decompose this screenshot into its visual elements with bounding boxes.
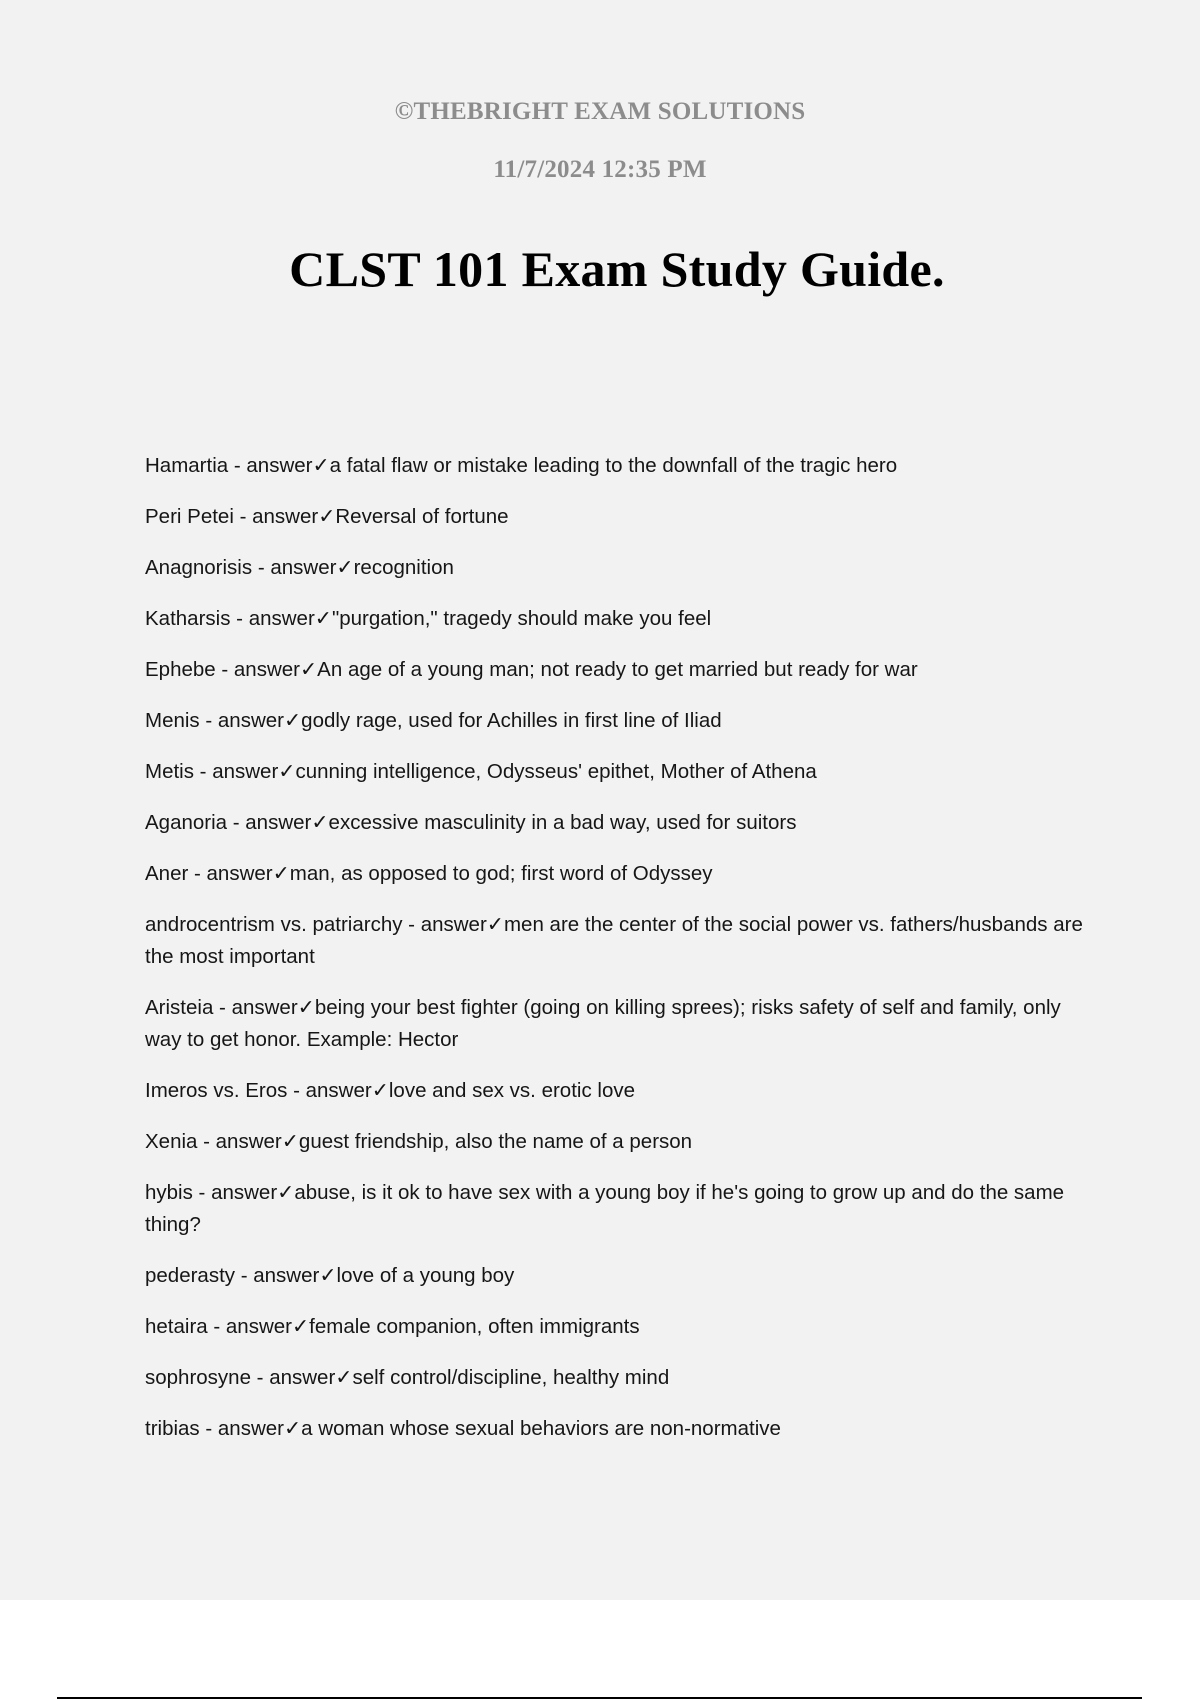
answer-marker: answer✓ [225,1315,310,1338]
entry-answer: men are the center of the social power vs. fathers/husbands are the most important [145,913,1083,968]
entry-term: Hamartia [145,454,229,477]
entry-term: Peri Petei [145,505,234,528]
entry-term: Aganoria [145,811,228,834]
entry-term: sophrosyne [145,1366,251,1389]
entry-term: Katharsis [145,607,231,630]
glossary-entry: sophrosyne - answer✓self control/discipline, healthy mind [145,1366,670,1389]
entry-term: Metis [145,760,194,783]
answer-marker: answer✓ [253,1264,337,1287]
glossary-entry: Imeros vs. Eros - answer✓love and sex vs. erotic love [145,1079,635,1102]
entry-term: androcentrism vs. patriarchy [145,913,403,936]
answer-marker: answer✓ [245,811,329,834]
entry-answer: female companion, often immigrants [309,1315,640,1338]
entry-term: Anagnorisis [145,556,253,579]
entry-term: hetaira [145,1315,208,1338]
glossary-entry: Aner - answer✓man, as opposed to god; first word of Odyssey [145,862,713,885]
answer-marker: answer✓ [269,1366,353,1389]
answer-marker: answer✓ [248,607,332,630]
answer-marker: answer✓ [217,709,302,732]
answer-marker: answer✓ [217,1417,302,1440]
glossary-entry: Katharsis - answer✓"purgation," tragedy should make you feel [145,607,712,630]
answer-marker: answer✓ [211,1181,295,1204]
entry-answer: love and sex vs. erotic love [388,1079,635,1102]
answer-marker: answer✓ [233,658,318,681]
entry-answer: godly rage, used for Achilles in first line of Iliad [301,709,722,732]
entry-term: pederasty [145,1264,236,1287]
entry-answer: Reversal of fortune [335,505,509,528]
answer-marker: answer✓ [212,760,296,783]
entry-term: tribias [145,1417,200,1440]
glossary-entry: Peri Petei - answer✓Reversal of fortune [145,505,509,528]
answer-marker: answer✓ [305,1079,389,1102]
answer-marker: answer✓ [215,1130,299,1153]
glossary-entry: pederasty - answer✓love of a young boy [145,1264,515,1287]
glossary-entry: Xenia - answer✓guest friendship, also the name of a person [145,1130,693,1153]
entry-answer: excessive masculinity in a bad way, used for suitors [328,811,797,834]
entry-answer: guest friendship, also the name of a person [298,1130,693,1153]
footer-divider [57,1697,1142,1699]
glossary-entry: Ephebe - answer✓An age of a young man; not ready to get married but ready for war [145,658,918,681]
glossary-entry: tribias - answer✓a woman whose sexual behaviors are non-normative [145,1417,781,1440]
glossary-entry: androcentrism vs. patriarchy - answer✓men are the center of the social power vs. fathers/husbands are the most important [145,913,1083,968]
answer-marker: answer✓ [270,556,354,579]
entry-answer: recognition [353,556,454,579]
glossary-list [145,450,1090,1464]
answer-marker: answer✓ [420,913,504,936]
entry-term: Aner [145,862,189,885]
glossary-entry: Hamartia - answer✓a fatal flaw or mistake leading to the downfall of the tragic hero [145,454,898,477]
glossary-entry: Anagnorisis - answer✓recognition [145,556,454,579]
watermark-date: 11/7/2024 12:35 PM [493,156,707,183]
entry-answer: a fatal flaw or mistake leading to the downfall of the tragic hero [329,454,898,477]
entry-term: Xenia [145,1130,198,1153]
entry-answer: An age of a young man; not ready to get married but ready for war [317,658,918,681]
entry-term: Menis [145,709,200,732]
glossary-entry: Metis - answer✓cunning intelligence, Odysseus' epithet, Mother of Athena [145,760,817,783]
entry-answer: man, as opposed to god; first word of Odyssey [289,862,713,885]
glossary-entry: hetaira - answer✓female companion, often immigrants [145,1315,640,1338]
entry-answer: love of a young boy [336,1264,515,1287]
entry-term: Aristeia [145,996,214,1019]
entry-answer: being your best fighter (going on killing sprees); risks safety of self and family, only way to get honor. Example: Hector [145,996,1061,1051]
glossary-entry: Aganoria - answer✓excessive masculinity in a bad way, used for suitors [145,811,797,834]
answer-marker: answer✓ [206,862,290,885]
watermark-brand: ©THEBRIGHT EXAM SOLUTIONS [394,98,806,125]
answer-marker: answer✓ [231,996,315,1019]
entry-answer: a woman whose sexual behaviors are non-normative [301,1417,781,1440]
entry-answer: cunning intelligence, Odysseus' epithet, Mother of Athena [295,760,817,783]
entry-term: hybis [145,1181,193,1204]
answer-marker: answer✓ [246,454,330,477]
entry-answer: abuse, is it ok to have sex with a young boy if he's going to grow up and do the same thing? [145,1181,1065,1236]
glossary-entry: hybis - answer✓abuse, is it ok to have sex with a young boy if he's going to grow up and do the same thing? [145,1181,1065,1236]
glossary-entry: Menis - answer✓godly rage, used for Achilles in first line of Iliad [145,709,722,732]
glossary-entry: Aristeia - answer✓being your best fighter (going on killing sprees); risks safety of self and family, only way to get honor. Example: Hector [145,996,1061,1051]
entry-term: Ephebe [145,658,216,681]
entry-answer: "purgation," tragedy should make you feel [331,607,712,630]
document-title: CLST 101 Exam Study Guide. [289,241,945,297]
answer-marker: answer✓ [252,505,336,528]
entry-answer: self control/discipline, healthy mind [352,1366,670,1389]
entry-term: Imeros vs. Eros [145,1079,288,1102]
